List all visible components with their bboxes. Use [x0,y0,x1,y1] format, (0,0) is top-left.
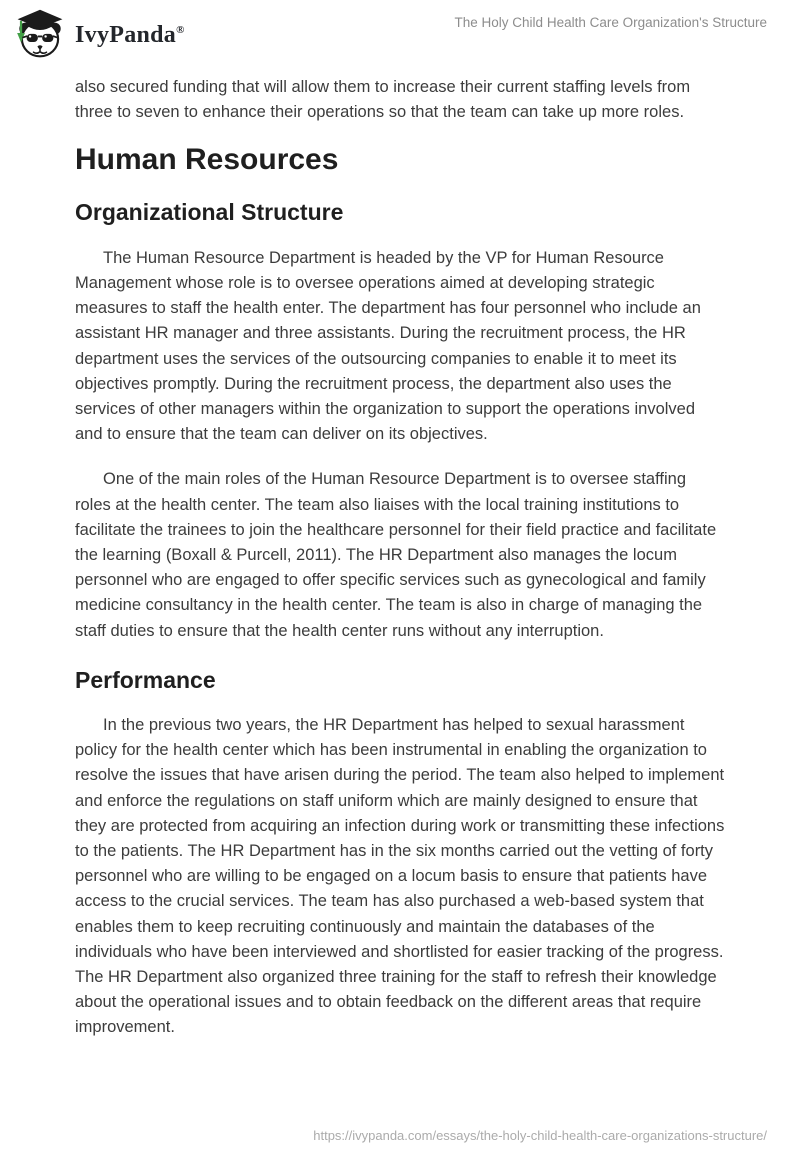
ivypanda-logo [14,5,185,60]
paragraph-org-structure-1: The Human Resource Department is headed by the VP for Human Resource Management whose role is to oversee operations aimed at developing strategic measures to staff the health enter. The department has four personnel who include an assistant HR manager and three assistants. During the recruitment process, the HR department uses the services of the outsourcing companies to enable it to meet its objectives promptly. During the recruitment process, the department also uses the services of other managers within the organization to support the operations involved and to ensure that the team can deliver on its objectives. [75,248,701,444]
source-url-link[interactable]: https://ivypanda.com/essays/the-holy-child-health-care-organizations-structure/ [313,1128,767,1143]
brand-name [75,5,185,60]
registered-mark: ® [176,24,185,36]
essay-content [0,75,800,1041]
page-header [0,0,800,62]
heading-human-resources: Human Resources [75,143,339,177]
document-title: The Holy Child Health Care Organization's Structure [454,15,767,30]
page-footer [313,1127,767,1145]
paragraph-continuation: also secured funding that will allow them to increase their current staffing levels from three to seven to enhance their operations so that the team can take up more roles. [75,78,691,122]
brand-text: IvyPanda [75,22,177,48]
heading-performance: Performance [75,666,216,693]
paragraph-org-structure-2: One of the main roles of the Human Resource Department is to oversee staffing roles at the health center. The team also liaises with the local training institutions to facilitate the trainees to join the healthcare personnel for their field practice and facilitate the learning (Boxall & Purcell, 2011). The HR Department also manages the locum personnel who are engaged to offer specific services such as gynecological and family medicine consultancy in the health center. The team is also in charge of managing the staff duties to ensure that the health center runs without any interruption. [75,470,717,640]
heading-organizational-structure: Organizational Structure [75,199,344,226]
panda-graduate-icon [14,8,66,58]
paragraph-performance-1: In the previous two years, the HR Department has helped to sexual harassment policy for the health center which has been instrumental in enabling the organization to resolve the issues that have arisen during the period. The team also helped to implement and enforce the regulations on staff uniform which are mainly designed to ensure that they are protected from acquiring an infection during work or transmitting these infections to the patients. The HR Department has in the six months carried out the vetting of forty personnel who are willing to be engaged on a locum basis to ensure that patients have access to the crucial services. The team has also purchased a web-based system that enables them to keep recruiting continuously and maintain the databases of the individuals who have been interviewed and shortlisted for easier tracking of the progress. The HR Department also organized three training for the staff to refresh their knowledge about the operational issues and to obtain feedback on the different areas that require improvement. [75,716,725,1037]
